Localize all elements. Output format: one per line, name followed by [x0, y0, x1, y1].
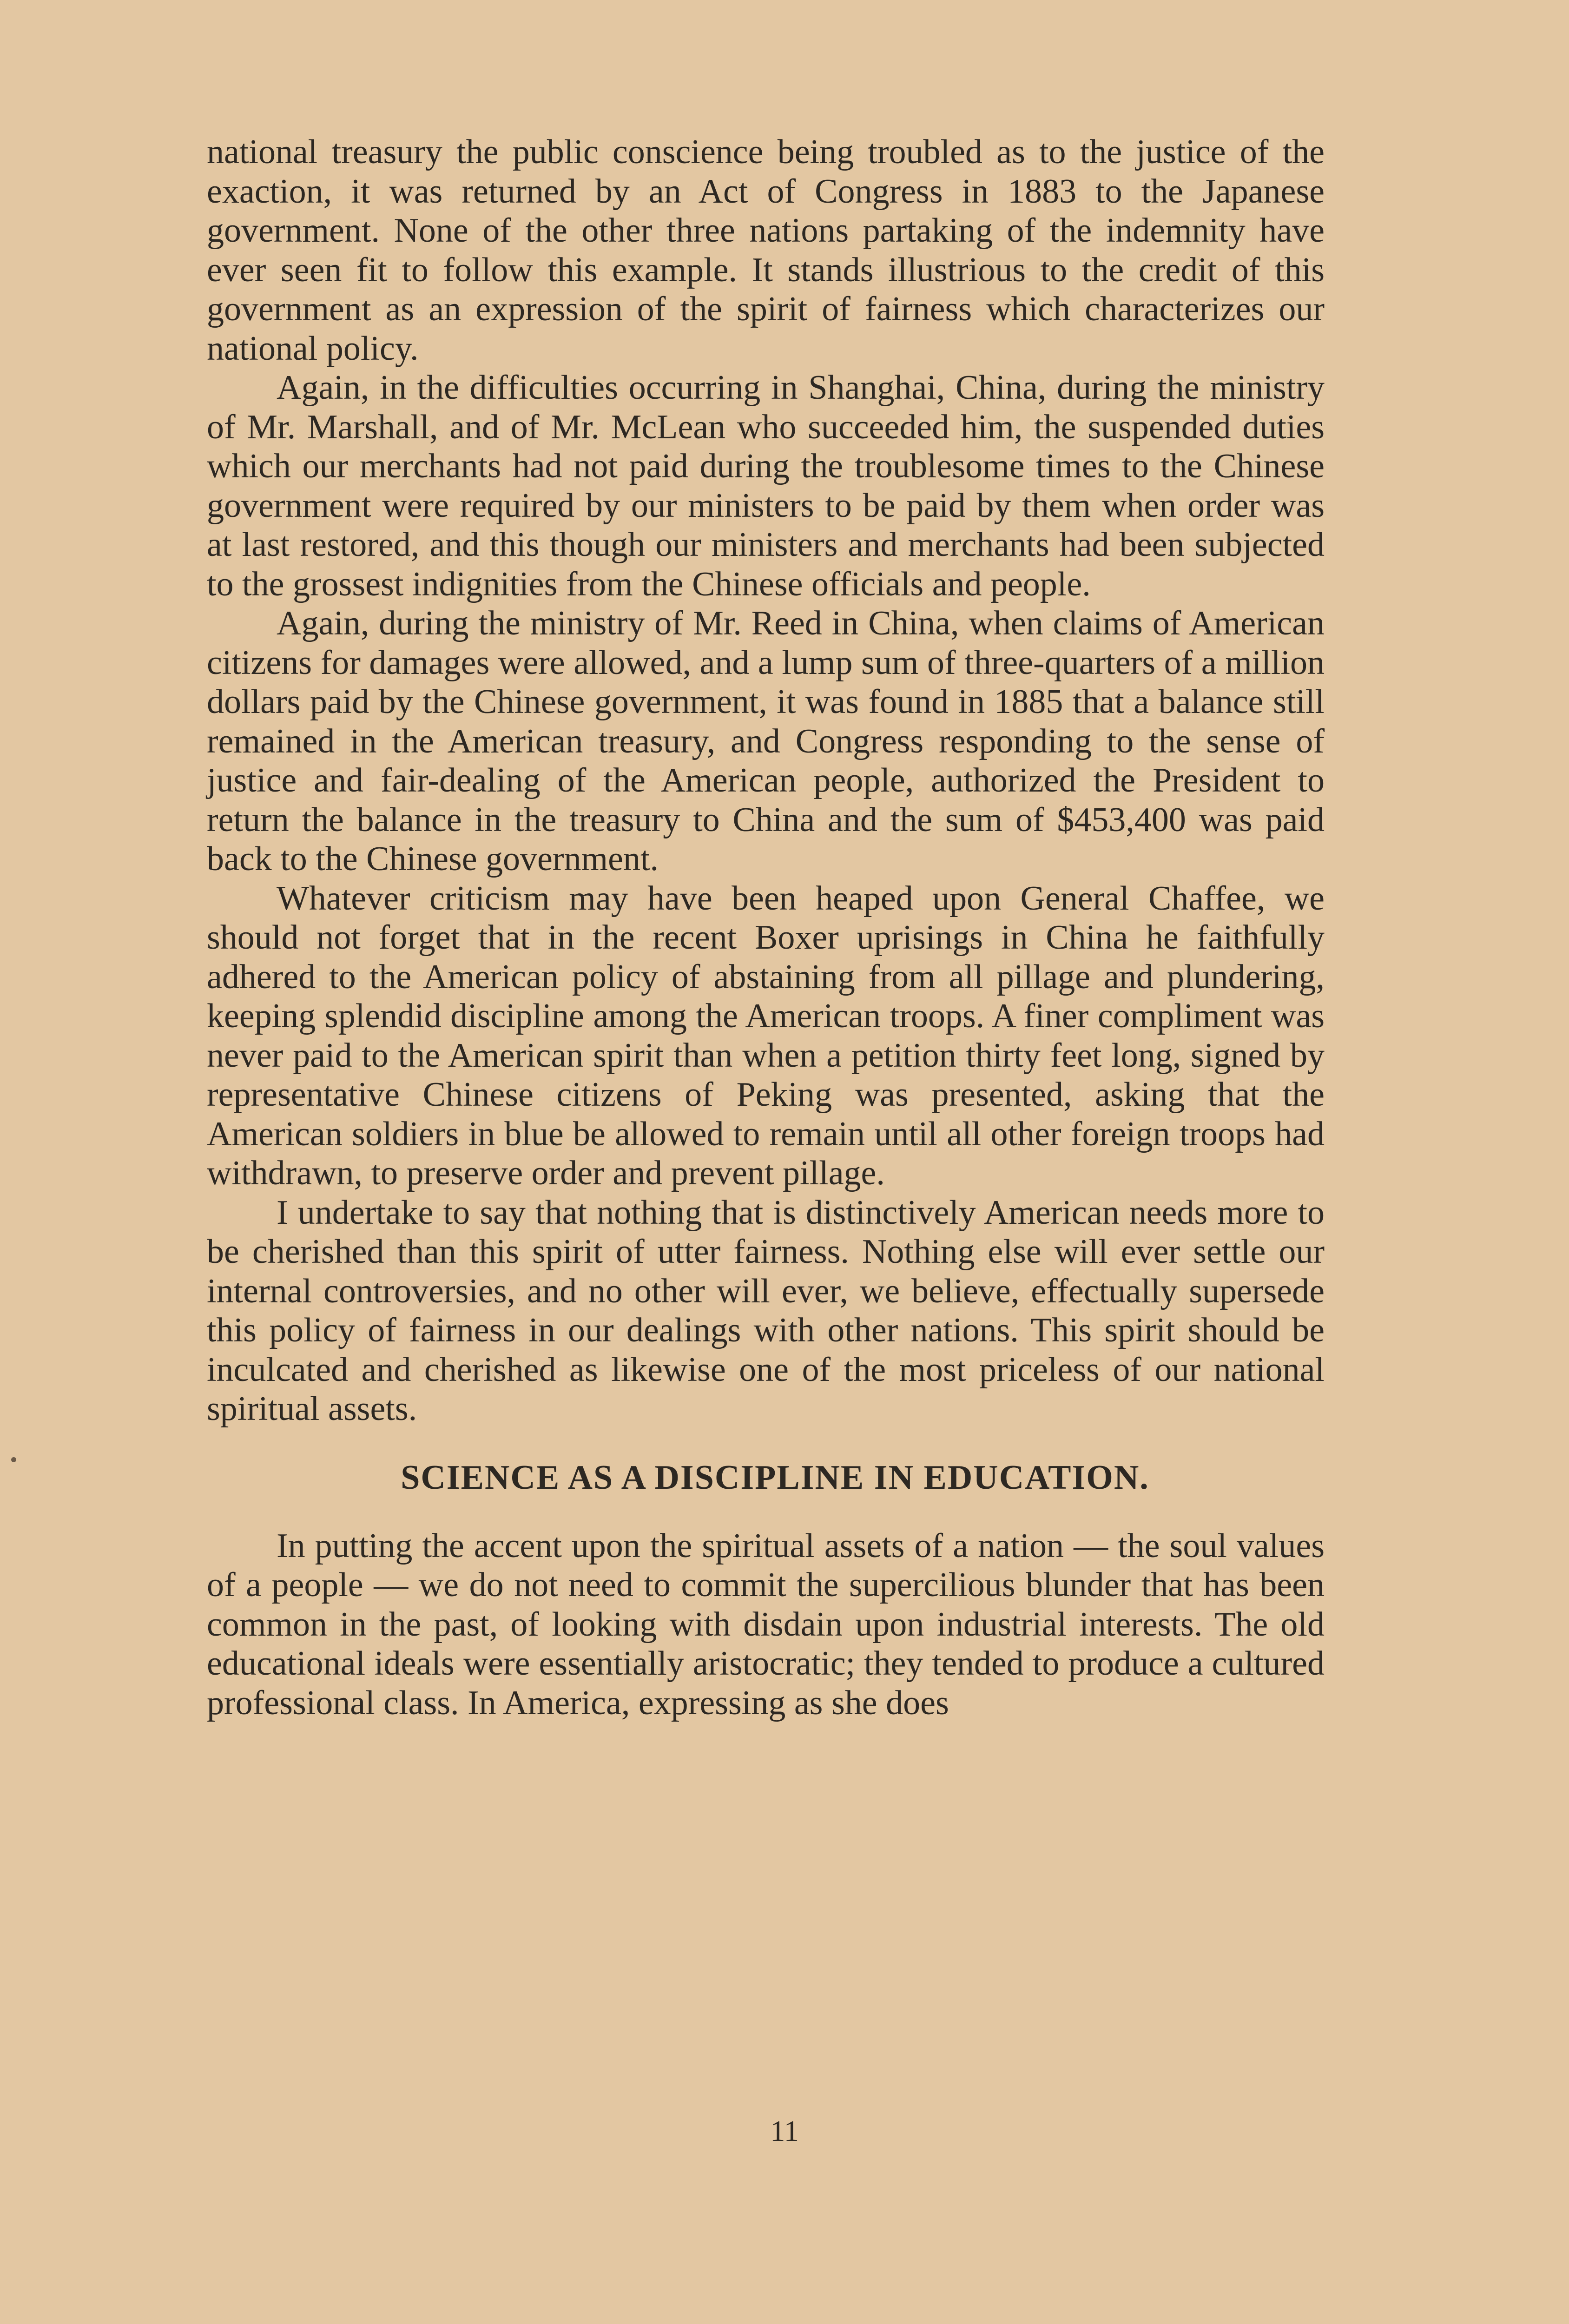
section-heading: SCIENCE AS A DISCIPLINE IN EDUCATION. — [401, 1458, 1149, 1497]
paragraph: Whatever criticism may have been heaped upon General Chaffee, we should not forget that in the recent Boxer uprisings in China he faithfully adhered to the American policy of abstaining from all pillage and plundering, keeping splendid discipline among the American troops. A finer compliment was never paid to the American spirit than when a petition thirty feet long, signed by representative Chinese citizens of Peking was presented, asking that the American soldiers in blue be allowed to remain until all other foreign troops had withdrawn, to preserve order and prevent pillage. — [207, 879, 1325, 1192]
paragraph: In putting the accent upon the spiritual assets of a nation — the soul values of a people — we do not need to commit the supercilious blunder that has been common in the past, of looking with disdain upon industrial interests. The old educational ideals were essentially aristocratic; they tended to produce a cultured professional class. In America, expressing as she does — [207, 1526, 1325, 1722]
paragraph: Again, in the difficulties occurring in Shanghai, China, during the ministry of Mr. Marshall, and of Mr. McLean who succeeded him, the suspended duties which our merchants had not paid during the troublesome times to the Chinese government were required by our ministers to be paid by them when order was at last restored, and this though our ministers and merchants had been subjected to the grossest indignities from the Chinese officials and people. — [207, 369, 1325, 603]
page-number: 11 — [770, 2114, 799, 2147]
page-body — [207, 132, 1325, 1723]
paragraph: I undertake to say that nothing that is distinctively American needs more to be cherished than this spirit of utter fairness. Nothing else will ever settle our internal controversies, and no other will ever, we believe, effectually supersede this policy of fairness in our dealings with other nations. This spirit should be inculcated and cherished as likewise one of the most priceless of our national spiritual assets. — [207, 1193, 1325, 1428]
paragraph: national treasury the public conscience being troubled as to the justice of the exaction, it was returned by an Act of Congress in 1883 to the Japanese government. None of the other three nations partaking of the indemnity have ever seen fit to follow this example. It stands illustrious to the credit of this government as an expression of the spirit of fairness which characterizes our national policy. — [207, 133, 1325, 368]
paragraph: Again, during the ministry of Mr. Reed in China, when claims of American citizens for damages were allowed, and a lump sum of three-quarters of a million dollars paid by the Chinese government, it was found in 1885 that a balance still remained in the American treasury, and Congress responding to the sense of justice and fair-dealing of the American people, authorized the President to return the balance in the treasury to China and the sum of $453,400 was paid back to the Chinese government. — [207, 604, 1325, 878]
ink-speck-mark — [11, 1457, 16, 1462]
